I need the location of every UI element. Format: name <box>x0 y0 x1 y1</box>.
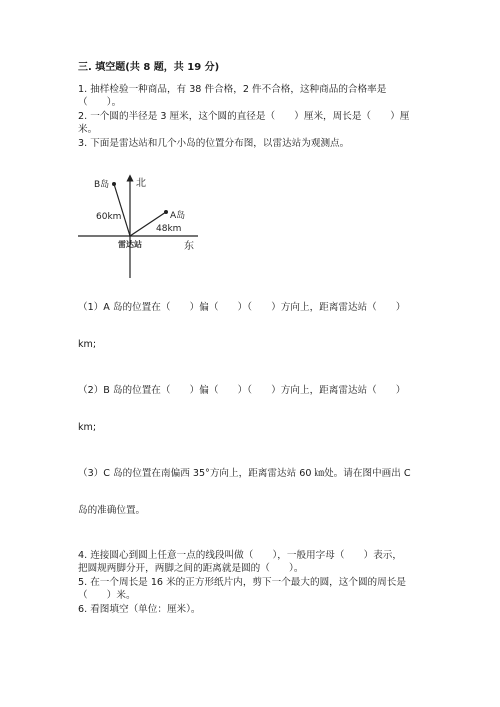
q2-line1: 2. 一个圆的半径是 3 厘米，这个圆的直径是（ ）厘米，周长是（ ）厘 <box>78 111 410 122</box>
q3-sub1-line1: （1）A 岛的位置在（ ）偏（ ）（ ）方向上，距离雷达站（ ） <box>78 302 406 313</box>
island-b-label: B岛 <box>94 180 110 190</box>
q3-sub2-line2: km; <box>78 422 97 433</box>
q3-intro: 3. 下面是雷达站和几个小岛的位置分布图，以雷达站为观测点。 <box>78 138 350 149</box>
q2-line2: 米。 <box>78 124 98 135</box>
q3-sub3-line2: 岛的准确位置。 <box>78 505 146 516</box>
north-label: 北 <box>136 178 146 189</box>
q6-line1: 6. 看图填空（单位：厘米）。 <box>78 604 201 615</box>
q3-sub2-line1: （2）B 岛的位置在（ ）偏（ ）（ ）方向上，距离雷达站（ ） <box>78 385 406 396</box>
q3-sub3-line1: （3）C 岛的位置在南偏西 35°方向上，距离雷达站 60 ㎞处。请在图中画出 C <box>78 468 411 479</box>
dist-b-label: 60km <box>96 212 122 222</box>
q3-sub1-line2: km; <box>78 339 97 350</box>
island-a-label: A岛 <box>170 211 186 221</box>
line-to-island-b <box>114 184 130 236</box>
east-label: 东 <box>184 241 194 252</box>
q1-line1: 1. 抽样检验一种商品，有 38 件合格，2 件不合格，这种商品的合格率是 <box>78 84 387 95</box>
island-a-point <box>164 210 168 214</box>
q4-line2: 把圆规两脚分开，两脚之间的距离就是圆的（ ）。 <box>78 563 304 574</box>
section-title: 三. 填空题(共 8 题，共 19 分) <box>78 62 220 73</box>
island-b-point <box>112 182 116 186</box>
station-label: 雷达站 <box>118 240 142 249</box>
q5-line2: （ ）米。 <box>78 590 136 601</box>
q1-line2: （ ）。 <box>78 97 122 108</box>
q5-line1: 5. 在一个周长是 16 米的正方形纸片内，剪下一个最大的圆，这个圆的周长是 <box>78 577 406 588</box>
q4-line1: 4. 连接圆心到圆上任意一点的线段叫做（ ），一般用字母（ ）表示， <box>78 550 402 561</box>
radar-station-diagram <box>70 168 230 283</box>
dist-a-label: 48km <box>156 224 182 234</box>
